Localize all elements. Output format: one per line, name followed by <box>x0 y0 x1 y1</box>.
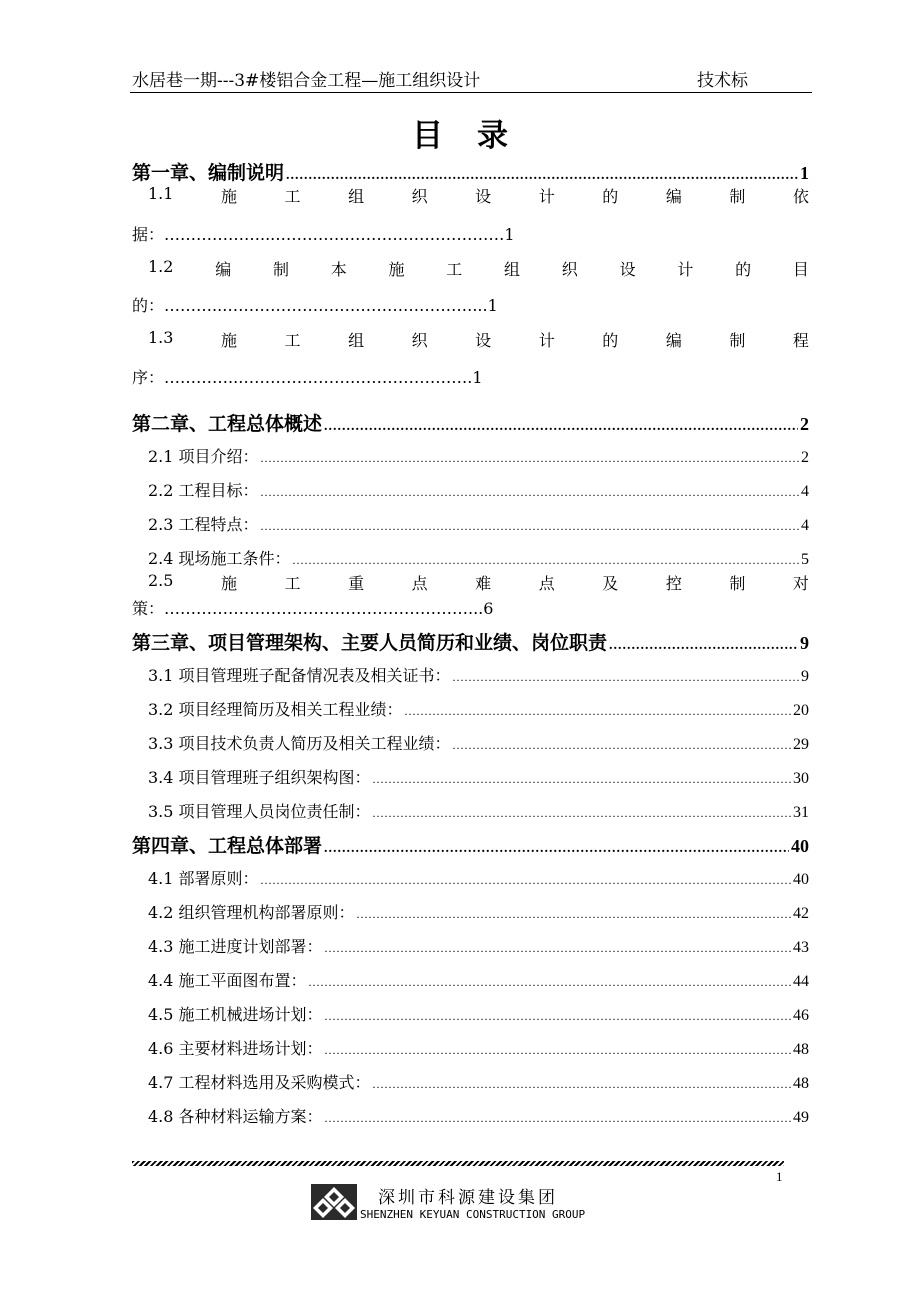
toc-page: 48 <box>793 1041 809 1058</box>
toc-entry-1-2-cont: 的：………..………………….….…………………...1 <box>132 296 498 315</box>
toc-label-char: 及 <box>602 574 619 593</box>
leader-dots <box>261 519 799 534</box>
toc-label: 第四章、工程总体部署 <box>132 835 323 857</box>
toc-label: 3.2 项目经理简历及相关工程业绩： <box>148 700 403 719</box>
toc-entry-2-2[interactable] <box>148 478 809 501</box>
toc-entry-2-5-cont: 策：…………………………………………………...6 <box>132 599 494 618</box>
toc-label: 3.5 项目管理人员岗位责任制： <box>148 802 371 821</box>
toc-label: 3.1 项目管理班子配备情况表及相关证书： <box>148 666 451 685</box>
header-doc-type: 技术标 <box>697 71 748 91</box>
toc-chapter-3[interactable] <box>132 628 809 655</box>
toc-entry-4-2[interactable] <box>148 900 809 923</box>
page-number: 1 <box>776 1169 783 1184</box>
toc-entry-3-4[interactable] <box>148 765 809 788</box>
toc-entry-3-5[interactable] <box>148 799 809 822</box>
toc-label-char: 组 <box>504 260 521 279</box>
toc-page: 20 <box>793 702 809 719</box>
toc-number: 1.3 <box>148 328 174 347</box>
toc-label: 3.4 项目管理班子组织架构图： <box>148 768 371 787</box>
leader-dots <box>261 485 799 500</box>
page-title: 目录 <box>412 118 542 154</box>
toc-entry-1-3-cont: 序：…………..………………….………………….1 <box>132 368 483 387</box>
toc-label-char: 依 <box>792 187 809 206</box>
toc-label: 2.1 项目介绍： <box>148 447 259 466</box>
toc-page: 40 <box>793 871 809 888</box>
toc-page: 40 <box>791 836 809 856</box>
toc-page: 48 <box>793 1075 809 1092</box>
toc-label-char: 难 <box>475 574 492 593</box>
toc-entry-4-8[interactable] <box>148 1104 809 1127</box>
toc-label-char: 制 <box>729 574 746 593</box>
toc-label-char: 组 <box>348 187 365 206</box>
toc-label: 第一章、编制说明 <box>132 162 285 184</box>
toc-page: 30 <box>793 770 809 787</box>
toc-label-char: 织 <box>411 187 428 206</box>
leader-dots <box>293 553 799 568</box>
toc-page: 9 <box>800 633 809 653</box>
toc-label-char: 编 <box>665 331 682 350</box>
toc-label-char: 设 <box>475 331 492 350</box>
leader-dots <box>373 806 791 821</box>
toc-label: 2.2 工程目标： <box>148 481 259 500</box>
toc-label-char: 工 <box>284 331 301 350</box>
toc-entry-4-6[interactable] <box>148 1036 809 1059</box>
toc-label: 4.7 工程材料选用及采购模式： <box>148 1073 371 1092</box>
footer-rule <box>132 1161 784 1166</box>
toc-label-char: 制 <box>272 260 289 279</box>
header-rule <box>130 92 812 93</box>
toc-entry-1-1-cont: 据：………………...………….…………………………1 <box>132 225 515 244</box>
leader-dots <box>325 1043 791 1058</box>
toc-label-char: 程 <box>792 331 809 350</box>
toc-label-char: 控 <box>665 574 682 593</box>
toc-label-char: 点 <box>411 574 428 593</box>
leader-dots <box>373 772 791 787</box>
toc-label: 4.1 部署原则： <box>148 869 259 888</box>
toc-label: 4.3 施工进度计划部署： <box>148 937 323 956</box>
leader-dots <box>325 1009 791 1024</box>
toc-page: 42 <box>793 905 809 922</box>
toc-chapter-2[interactable] <box>132 409 809 436</box>
toc-entry-2-3[interactable] <box>148 512 809 535</box>
toc-entry-3-3[interactable] <box>148 731 809 754</box>
toc-entry-2-4[interactable] <box>148 546 809 569</box>
leader-dots <box>261 451 799 466</box>
toc-page: 43 <box>793 939 809 956</box>
header-title: 水居巷一期---3#楼铝合金工程—施工组织设计 <box>132 71 481 91</box>
toc-label-char: 计 <box>677 260 694 279</box>
toc-label: 4.6 主要材料进场计划： <box>148 1039 323 1058</box>
leader-dots <box>324 419 798 435</box>
leader-dots <box>357 907 791 922</box>
toc-label-char: 施 <box>388 260 405 279</box>
toc-label-char: 的 <box>602 187 619 206</box>
toc-label-char: 编 <box>215 260 232 279</box>
leader-dots <box>261 873 791 888</box>
toc-label-char: 织 <box>561 260 578 279</box>
leader-dots <box>405 704 791 719</box>
toc-label: 第三章、项目管理架构、主要人员简历和业绩、岗位职责 <box>132 632 608 654</box>
leader-dots <box>325 1111 791 1126</box>
toc-label: 2.4 现场施工条件： <box>148 549 291 568</box>
toc-page: 49 <box>793 1109 809 1126</box>
toc-entry-3-2[interactable] <box>148 697 809 720</box>
toc-page: 44 <box>793 973 809 990</box>
leader-dots <box>373 1077 791 1092</box>
toc-label-char: 工 <box>446 260 463 279</box>
toc-label: 4.5 施工机械进场计划： <box>148 1005 323 1024</box>
toc-entry-2-5[interactable] <box>148 571 809 594</box>
toc-entry-4-4[interactable] <box>148 968 809 991</box>
toc-label-char: 组 <box>348 331 365 350</box>
toc-number: 2.5 <box>148 571 174 590</box>
toc-label-char: 本 <box>330 260 347 279</box>
toc-label-char: 制 <box>729 187 746 206</box>
toc-page: 5 <box>801 551 809 568</box>
toc-label: 4.2 组织管理机构部署原则： <box>148 903 355 922</box>
toc-page: 2 <box>801 449 809 466</box>
toc-entry-3-1[interactable] <box>148 663 809 686</box>
toc-page: 46 <box>793 1007 809 1024</box>
toc-page: 31 <box>793 804 809 821</box>
toc-label-char: 施 <box>220 331 237 350</box>
toc-label-char: 计 <box>538 187 555 206</box>
toc-page: 2 <box>800 414 809 434</box>
toc-page: 1 <box>800 163 809 183</box>
toc-entry-2-1[interactable] <box>148 444 809 467</box>
toc-entry-1-2[interactable] <box>148 257 809 280</box>
toc-label-char: 的 <box>735 260 752 279</box>
toc-entry-4-1[interactable] <box>148 866 809 889</box>
toc-label-char: 施 <box>220 187 237 206</box>
company-name-cn: 深圳市科源建设集团 <box>378 1188 558 1208</box>
toc-label-char: 工 <box>284 187 301 206</box>
toc-label-char: 设 <box>475 187 492 206</box>
toc-chapter-4[interactable] <box>132 831 809 858</box>
toc-label-char: 对 <box>792 574 809 593</box>
toc-number: 1.2 <box>148 257 174 276</box>
diamond-lattice-logo-icon <box>311 1184 357 1220</box>
leader-dots <box>453 738 791 753</box>
toc-label-char: 工 <box>284 574 301 593</box>
leader-dots <box>453 670 799 685</box>
toc-entry-1-3[interactable] <box>148 328 809 351</box>
toc-label: 4.8 各种材料运输方案： <box>148 1107 323 1126</box>
leader-dots <box>609 638 798 654</box>
toc-entry-4-7[interactable] <box>148 1070 809 1093</box>
toc-label-char: 目 <box>792 260 809 279</box>
toc-label-char: 的 <box>602 331 619 350</box>
leader-dots <box>286 168 798 184</box>
toc-entry-4-5[interactable] <box>148 1002 809 1025</box>
toc-label: 3.3 项目技术负责人简历及相关工程业绩： <box>148 734 451 753</box>
toc-page: 4 <box>801 517 809 534</box>
toc-label-char: 施 <box>220 574 237 593</box>
leader-dots <box>309 975 791 990</box>
toc-page: 9 <box>801 668 809 685</box>
toc-label: 4.4 施工平面图布置： <box>148 971 307 990</box>
leader-dots <box>325 941 791 956</box>
toc-number: 1.1 <box>148 184 174 203</box>
toc-label: 2.3 工程特点： <box>148 515 259 534</box>
toc-label-char: 制 <box>729 331 746 350</box>
toc-label-char: 织 <box>411 331 428 350</box>
toc-chapter-1[interactable] <box>132 158 809 185</box>
toc-label-char: 重 <box>348 574 365 593</box>
toc-page: 4 <box>801 483 809 500</box>
toc-label-char: 点 <box>538 574 555 593</box>
toc-label-char: 计 <box>538 331 555 350</box>
toc-label: 第二章、工程总体概述 <box>132 413 323 435</box>
leader-dots <box>324 841 789 857</box>
toc-page: 29 <box>793 736 809 753</box>
toc-entry-4-3[interactable] <box>148 934 809 957</box>
toc-label-char: 设 <box>619 260 636 279</box>
toc-entry-1-1[interactable] <box>148 184 809 207</box>
company-name-en: SHENZHEN KEYUAN CONSTRUCTION GROUP <box>360 1208 586 1221</box>
toc-label-char: 编 <box>665 187 682 206</box>
